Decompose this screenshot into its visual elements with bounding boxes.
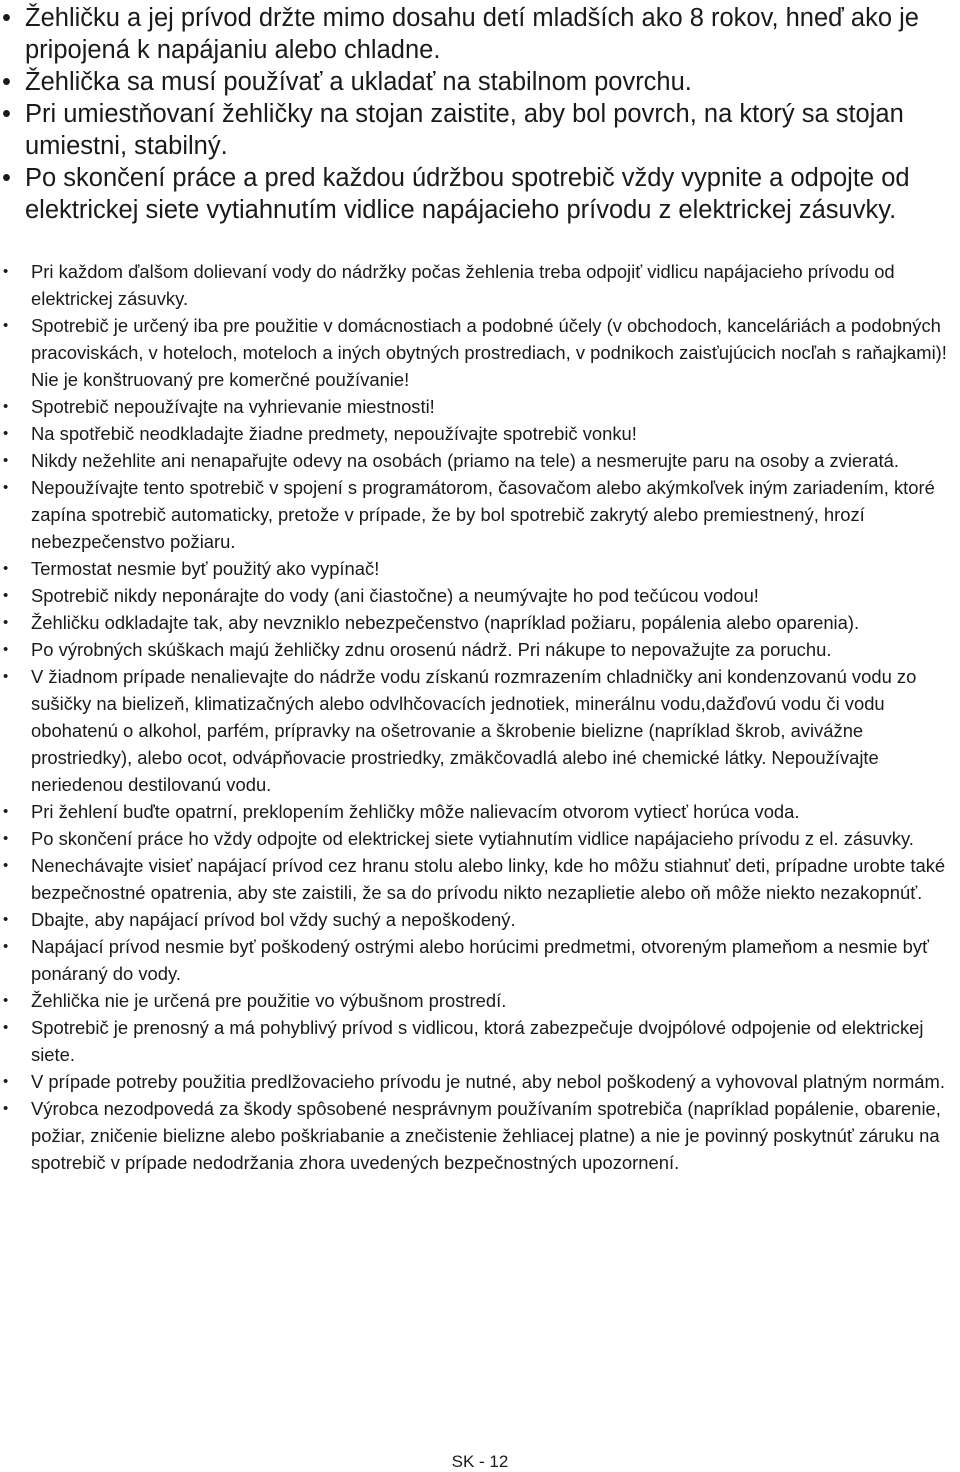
list-item — [0, 555, 950, 582]
list-item — [0, 663, 950, 798]
bullet-icon: • — [3, 992, 9, 1009]
list-item — [0, 1068, 950, 1095]
list-item-text: Po výrobných skúškach majú žehličky zdnu orosenú nádrž. Pri nákupe to nepovažujte za poruchu. — [31, 639, 832, 660]
list-item-text: Žehlička sa musí používať a ukladať na stabilnom povrchu. — [25, 68, 692, 96]
safety-list-large — [0, 2, 945, 226]
bullet-icon: • — [3, 479, 9, 496]
list-item — [0, 1095, 950, 1176]
list-item — [0, 609, 950, 636]
bullet-icon: • — [3, 911, 9, 928]
list-item — [0, 1014, 950, 1068]
list-item-text: Výrobca nezodpovedá za škody spôsobené nesprávnym používaním spotrebiča (napríklad popálenie, obarenie, požiar, zničenie bielizne alebo poškriabanie a znečistenie žehliacej platne) a nie je povinný poskytnúť záruku na spotrebič v prípade nedodržania zhora uvedených bezpečnostných upozornení. — [31, 1098, 941, 1173]
list-item-text: Pri umiestňovaní žehličky na stojan zaistite, aby bol povrch, na ktorý sa stojan umiestni, stabilný. — [25, 100, 904, 160]
list-item-text: Na spotřebič neodkladajte žiadne predmety, nepoužívajte spotrebič vonku! — [31, 423, 637, 444]
list-item-text: Po skončení práce a pred každou údržbou spotrebič vždy vypnite a odpojte od elektrickej siete vytiahnutím vidlice napájacieho prívodu z elektrickej zásuvky. — [25, 164, 910, 224]
list-item-text: Pri každom ďalšom dolievaní vody do nádržky počas žehlenia treba odpojiť vidlicu napájacieho prívodu od elektrickej zásuvky. — [31, 261, 895, 309]
list-item — [0, 258, 950, 312]
bullet-icon: • — [3, 560, 9, 577]
bullet-icon: • — [2, 68, 11, 96]
bullet-icon: • — [3, 668, 9, 685]
list-item-text: Spotrebič je prenosný a má pohyblivý prívod s vidlicou, ktorá zabezpečuje dvojpólové odpojenie od elektrickej siete. — [31, 1017, 924, 1065]
list-item — [0, 825, 950, 852]
list-item — [0, 636, 950, 663]
page-number: SK - 12 — [451, 1452, 509, 1471]
list-item — [0, 798, 950, 825]
bullet-icon: • — [3, 1100, 9, 1117]
list-item-text: Napájací prívod nesmie byť poškodený ostrými alebo horúcimi predmetmi, otvoreným plameňom a nesmie byť ponáraný do vody. — [31, 936, 929, 984]
bullet-icon: • — [3, 317, 9, 334]
safety-list — [0, 258, 950, 1176]
list-item-text: Spotrebič nepoužívajte na vyhrievanie miestnosti! — [31, 396, 435, 417]
bullet-icon: • — [3, 263, 9, 280]
bullet-icon: • — [3, 425, 9, 442]
list-item — [0, 2, 945, 66]
list-item-text: Termostat nesmie byť použitý ako vypínač! — [31, 558, 380, 579]
list-item-text: Žehličku odkladajte tak, aby nevzniklo nebezpečenstvo (napríklad požiaru, popálenia alebo oparenia). — [31, 612, 860, 633]
list-item-text: V prípade potreby použitia predlžovacieho prívodu je nutné, aby nebol poškodený a vyhovoval platným normám. — [31, 1071, 945, 1092]
list-item-text: Po skončení práce ho vždy odpojte od elektrickej siete vytiahnutím vidlice napájacieho prívodu z el. zásuvky. — [31, 828, 914, 849]
list-item — [0, 98, 945, 162]
list-item — [0, 393, 950, 420]
bullet-icon: • — [3, 803, 9, 820]
list-item — [0, 582, 950, 609]
list-item — [0, 906, 950, 933]
bullet-icon: • — [3, 857, 9, 874]
list-item — [0, 420, 950, 447]
list-item — [0, 852, 950, 906]
list-item — [0, 66, 945, 98]
list-item-text: Spotrebič je určený iba pre použitie v domácnostiach a podobné účely (v obchodoch, kanceláriách a podobných pracoviskách, v hoteloch, moteloch a iných obytných prostrediach, v podnikoch zaisťujúcich nocľah s raňajkami)! Nie je konštruovaný pre komerčné používanie! — [31, 315, 947, 390]
bullet-icon: • — [3, 398, 9, 415]
bullet-icon: • — [3, 938, 9, 955]
list-item — [0, 987, 950, 1014]
bullet-icon: • — [3, 452, 9, 469]
bullet-icon: • — [3, 614, 9, 631]
list-item-text: Dbajte, aby napájací prívod bol vždy suchý a nepoškodený. — [31, 909, 516, 930]
bullet-icon: • — [3, 1019, 9, 1036]
list-item-text: Spotrebič nikdy neponárajte do vody (ani čiastočne) a neumývajte ho pod tečúcou vodou! — [31, 585, 759, 606]
bullet-icon: • — [3, 587, 9, 604]
list-item-text: Žehlička nie je určená pre použitie vo výbušnom prostredí. — [31, 990, 507, 1011]
list-item — [0, 312, 950, 393]
list-item — [0, 474, 950, 555]
list-item-text: Žehličku a jej prívod držte mimo dosahu detí mladších ako 8 rokov, hneď ako je pripojená k napájaniu alebo chladne. — [25, 4, 919, 64]
list-item-text: V žiadnom prípade nenalievajte do nádrže vodu získanú rozmrazením chladničky ani kondenzovanú vodu zo sušičky na bielizeň, klimatizačných alebo odvlhčovacích jednotiek, minerálnu vodu,dažďovú vodu či vodu obohatenú o alkohol, parfém, prípravky na ošetrovanie a škrobenie bielizne (napríklad škrob, avivážne prostriedky), alebo ocot, odvápňovacie prostriedky, zmäkčovadlá alebo iné chemické látky. Nepoužívajte neriedenou destilovanú vodu. — [31, 666, 917, 795]
bullet-icon: • — [3, 1073, 9, 1090]
list-item-text: Pri žehlení buďte opatrní, preklopením žehličky môže nalievacím otvorom vytiecť horúca voda. — [31, 801, 800, 822]
bullet-icon: • — [2, 164, 11, 192]
list-item-text: Nikdy nežehlite ani nenapařujte odevy na osobách (priamo na tele) a nesmerujte paru na osoby a zvieratá. — [31, 450, 899, 471]
list-item — [0, 447, 950, 474]
bullet-icon: • — [2, 100, 11, 128]
list-item — [0, 162, 945, 226]
bullet-icon: • — [3, 830, 9, 847]
list-item-text: Nepoužívajte tento spotrebič v spojení s programátorom, časovačom alebo akýmkoľvek iným zariadením, ktoré zapína spotrebič automaticky, pretože v prípade, že by bol spotrebič zakrytý alebo premiestnený, hrozí nebezpečenstvo požiaru. — [31, 477, 935, 552]
bullet-icon: • — [2, 4, 11, 32]
list-item-text: Nenechávajte visieť napájací prívod cez hranu stolu alebo linky, kde ho môžu stiahnuť deti, prípadne urobte také bezpečnostné opatrenia, aby ste zaistili, že sa do prívodu nikto nezaplietie alebo oň môže niekto nezakopnúť. — [31, 855, 946, 903]
list-item — [0, 933, 950, 987]
bullet-icon: • — [3, 641, 9, 658]
